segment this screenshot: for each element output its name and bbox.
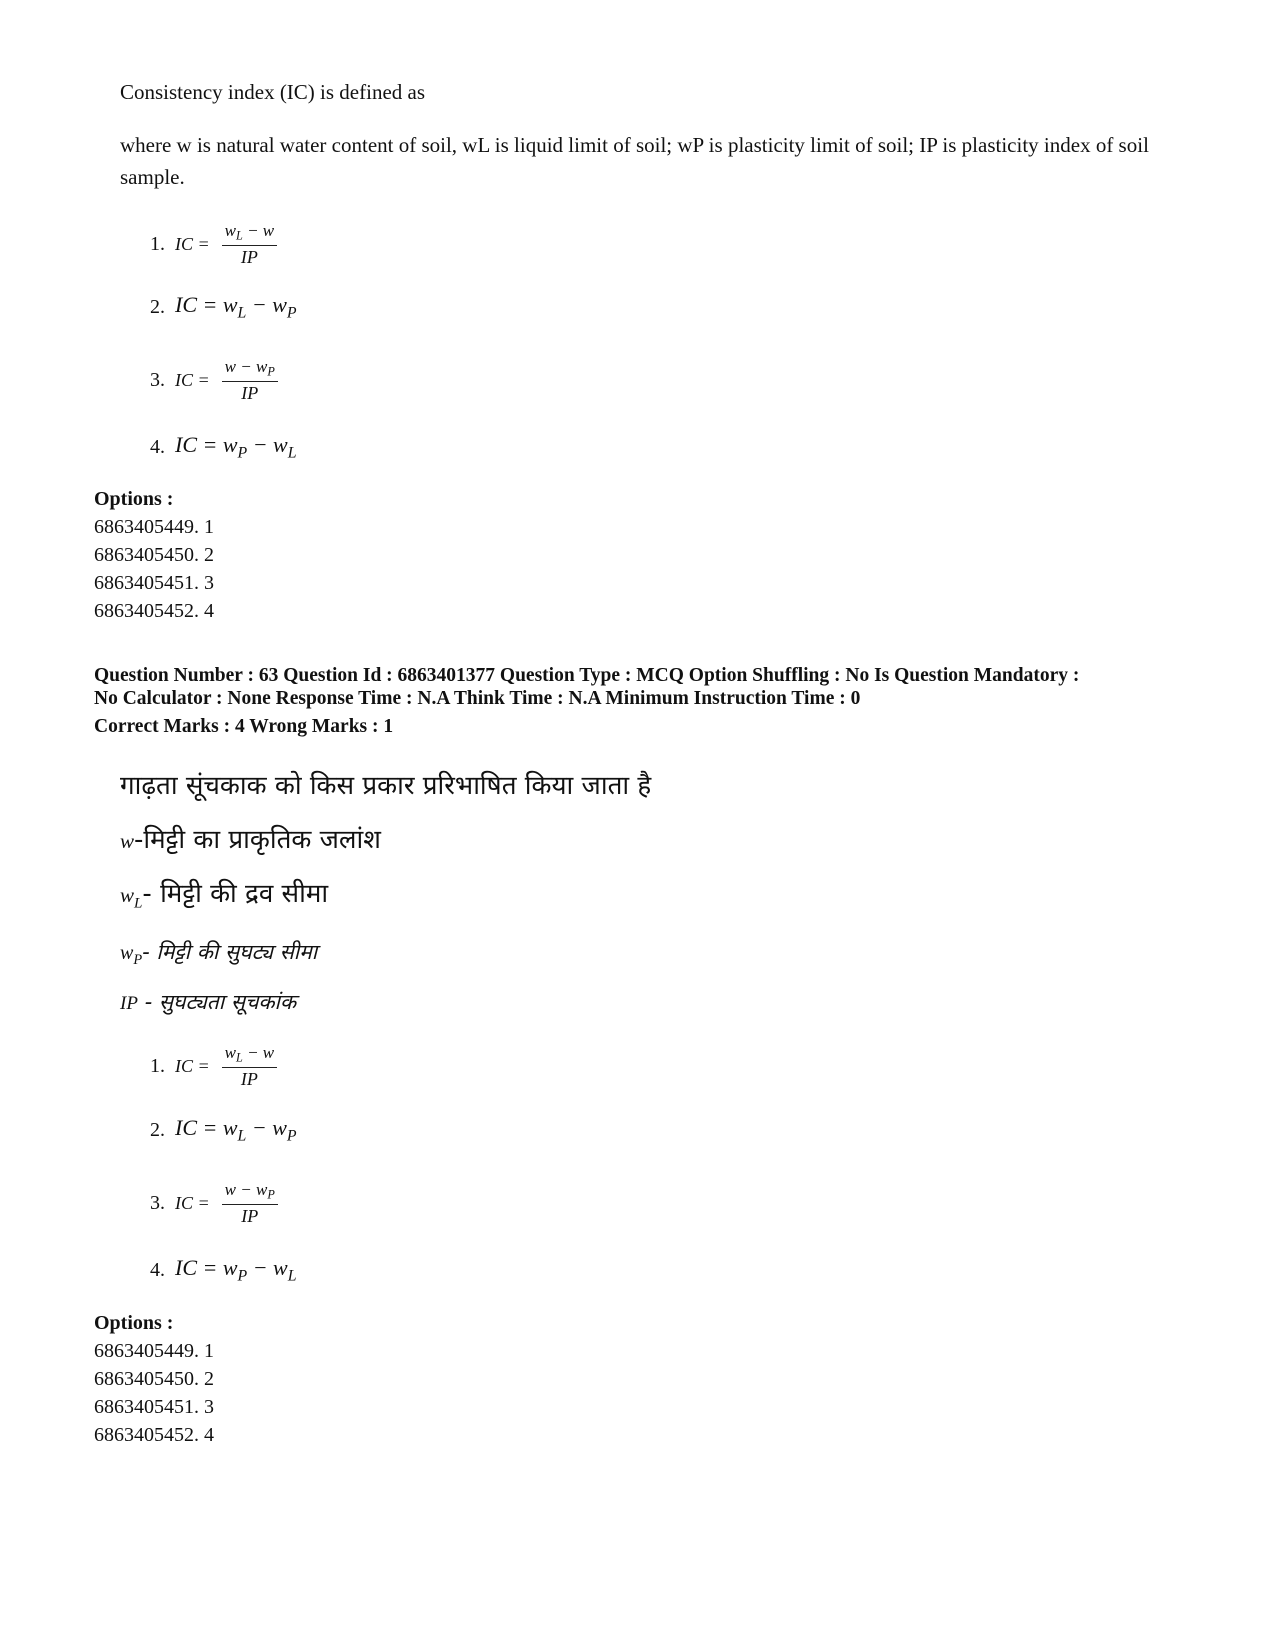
q63-choice-2-formula: IC = $w_L - w_P$ bbox=[175, 1115, 297, 1145]
q63-choice-3: 3. IC = $\frac{w - w_P}{IP}$ bbox=[150, 1181, 278, 1225]
q62-choice-2-formula: IC = $w_L - w_P$ bbox=[175, 292, 297, 322]
q62-choice-4: 4. IC = $w_P - w_L$ bbox=[150, 432, 297, 462]
q62-choice-3: 3. IC = $\frac{w - w_P}{IP}$ bbox=[150, 358, 278, 402]
q62-choice-4-formula: IC = $w_P - w_L$ bbox=[175, 432, 297, 462]
q62-choice-1-formula: IC = bbox=[175, 233, 210, 254]
q62-option-1: 6863405449. 1 bbox=[94, 516, 214, 538]
q63-choice-4-formula: IC = $w_P - w_L$ bbox=[175, 1255, 297, 1285]
q63-option-2: 6863405450. 2 bbox=[94, 1368, 214, 1390]
q63-choice-2: 2. IC = $w_L - w_P$ bbox=[150, 1115, 297, 1145]
q63-option-4: 6863405452. 4 bbox=[94, 1424, 214, 1446]
q63-option-3: 6863405451. 3 bbox=[94, 1396, 214, 1418]
q62-choice-1: 1. IC = $\frac{w_L - w}{IP}$ bbox=[150, 222, 277, 266]
q63-choice-4: 4. IC = $w_P - w_L$ bbox=[150, 1255, 297, 1285]
q63-choice-3-formula: IC = bbox=[175, 1192, 210, 1213]
q63-meta-line-2: No Calculator : None Response Time : N.A Think Time : N.A Minimum Instruction Time : 0 bbox=[94, 688, 861, 709]
q62-option-3: 6863405451. 3 bbox=[94, 572, 214, 594]
q63-hindi-wp-line: $w_P-$ मिट्टी की सुघट्य सीमा bbox=[120, 940, 318, 969]
q62-option-4: 6863405452. 4 bbox=[94, 600, 214, 622]
q62-choice-3-formula: IC = bbox=[175, 369, 210, 390]
q62-option-2: 6863405450. 2 bbox=[94, 544, 214, 566]
q63-meta-line-1: Question Number : 63 Question Id : 6863401377 Question Type : MCQ Option Shuffling : No Is Question Mandatory : bbox=[94, 665, 1080, 686]
q63-hindi-wl-line: $w_L-$ मिट्टी की द्रव सीमा bbox=[120, 879, 329, 912]
q63-hindi-ip-line: IP - सुघट्यता सूचकांक bbox=[120, 990, 297, 1014]
q62-options-heading: Options : bbox=[94, 488, 174, 510]
question-62-intro: Consistency index (IC) is defined as bbox=[120, 80, 426, 104]
q63-choice-1-formula: IC = bbox=[175, 1055, 210, 1076]
q62-choice-2: 2. IC = $w_L - w_P$ bbox=[150, 292, 297, 322]
q63-choice-1: 1. IC = $\frac{w_L - w}{IP}$ bbox=[150, 1044, 277, 1088]
q63-option-1: 6863405449. 1 bbox=[94, 1340, 214, 1362]
q63-marks-line: Correct Marks : 4 Wrong Marks : 1 bbox=[94, 716, 394, 737]
q63-hindi-question: गाढ़ता सूंचकाक को किस प्रकार प्ररिभाषित किया जाता है bbox=[120, 771, 652, 801]
q63-options-heading: Options : bbox=[94, 1312, 174, 1334]
question-62-definitions: where w is natural water content of soil, wL is liquid limit of soil; wP is plasticity limit of soil; IP is plasticity index of soil sample. bbox=[120, 133, 1149, 189]
q63-hindi-w-line: w-मिट्टी का प्राकृतिक जलांश bbox=[120, 825, 381, 855]
